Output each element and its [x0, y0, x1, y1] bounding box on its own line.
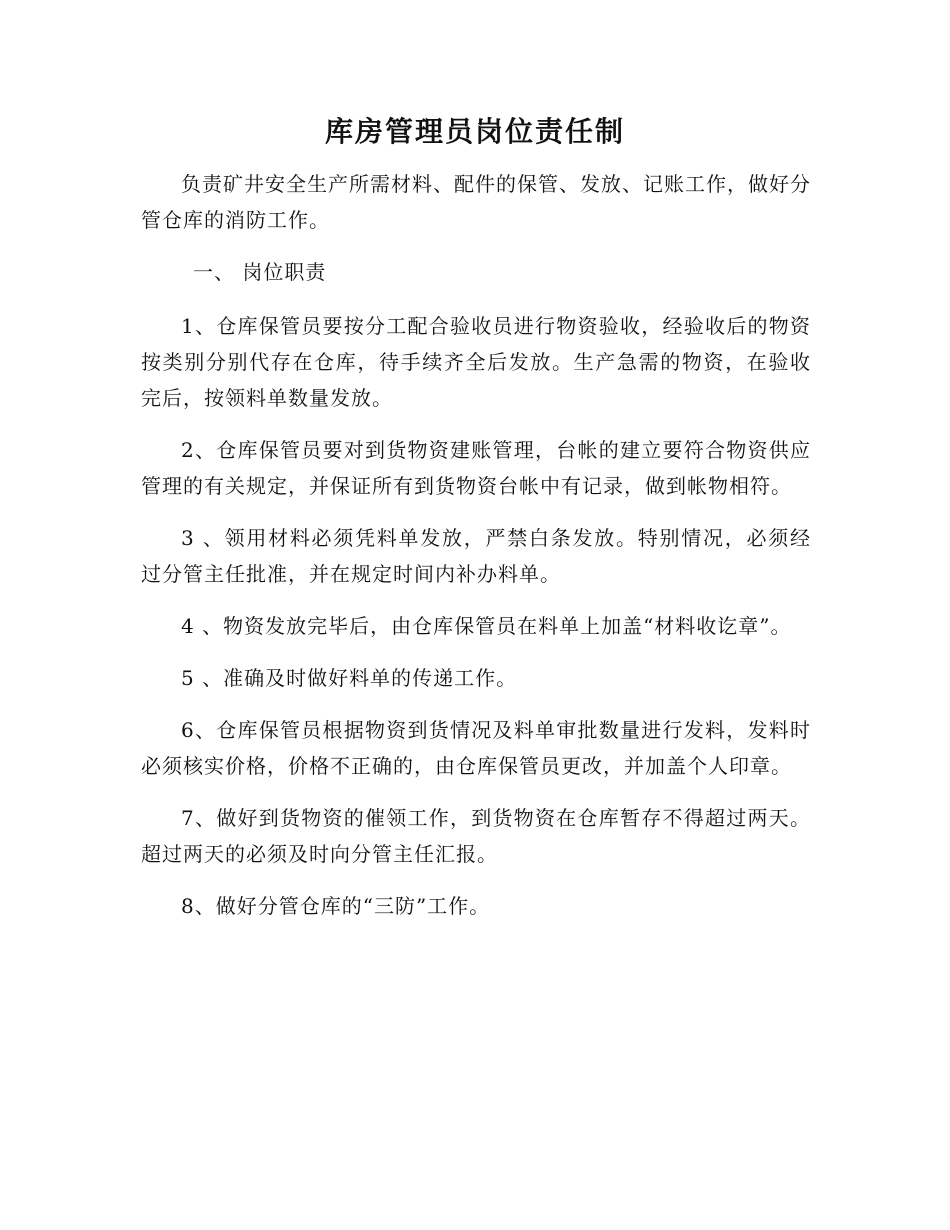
intro-paragraph: 负责矿井安全生产所需材料、配件的保管、发放、记账工作，做好分管仓库的消防工作。 — [141, 172, 811, 232]
document-body — [141, 166, 811, 940]
duty-item-3: 3 、领用材料必须凭料单发放，严禁白条发放。特别情况，必须经过分管主任批准，并在规定时间内补办料单。 — [141, 526, 811, 586]
duty-item-6: 6、仓库保管员根据物资到货情况及料单审批数量进行发料，发料时必须核实价格，价格不正确的，由仓库保管员更改，并加盖个人印章。 — [141, 718, 811, 778]
document-title: 库房管理员岗位责任制 — [324, 115, 625, 148]
duty-item-7: 7、做好到货物资的催领工作，到货物资在仓库暂存不得超过两天。超过两天的必须及时向分管主任汇报。 — [141, 806, 811, 866]
duty-item-1: 1、仓库保管员要按分工配合验收员进行物资验收，经验收后的物资按类别分别代存在仓库，待手续齐全后发放。生产急需的物资，在验收完后，按领料单数量发放。 — [141, 314, 811, 410]
duty-item-4: 4 、物资发放完毕后，由仓库保管员在料单上加盖“材料收讫章”。 — [181, 614, 792, 638]
section-heading: 一、 岗位职责 — [193, 260, 327, 284]
duty-item-8: 8、做好分管仓库的“三防”工作。 — [181, 894, 491, 918]
duty-item-2: 2、仓库保管员要对到货物资建账管理，台帐的建立要符合物资供应管理的有关规定，并保证所有到货物资台帐中有记录，做到帐物相符。 — [141, 438, 811, 498]
duty-item-5: 5 、准确及时做好料单的传递工作。 — [181, 666, 518, 690]
